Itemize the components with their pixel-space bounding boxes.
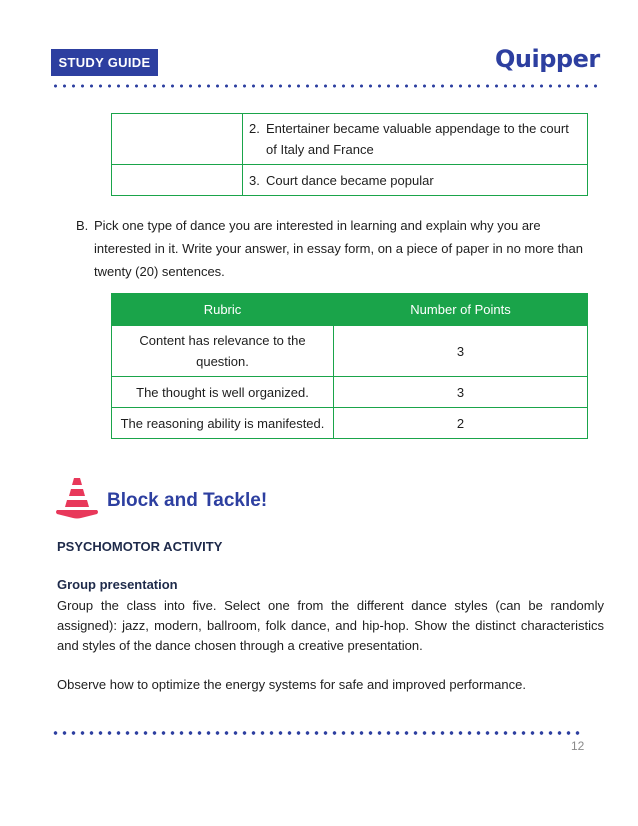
part-b-text: Pick one type of dance you are interested in learning and explain why you are interested in it. Write your answer, in essay form, on a piece of paper in no more than twenty (20) sentences. xyxy=(94,218,583,279)
list-number: 3. xyxy=(249,172,260,188)
rubric-points: 2 xyxy=(334,408,588,439)
activity-note: Observe how to optimize the energy systems for safe and improved performance. xyxy=(57,677,526,692)
section-title: Block and Tackle! xyxy=(107,490,268,511)
table-cell xyxy=(243,165,588,196)
activity-type-heading: PSYCHOMOTOR ACTIVITY xyxy=(57,539,223,554)
column-header-points: Number of Points xyxy=(334,294,588,326)
top-dotted-divider xyxy=(51,84,599,88)
table-header-row xyxy=(112,294,588,326)
page-number: 12 xyxy=(571,739,585,753)
answer-table xyxy=(111,113,588,196)
table-cell xyxy=(243,114,588,165)
part-b-instruction xyxy=(76,214,596,283)
bottom-dotted-divider xyxy=(51,731,581,735)
table-row xyxy=(112,326,588,377)
table-row xyxy=(112,114,588,165)
rubric-criterion: Content has relevance to the question. xyxy=(112,326,334,377)
table-row xyxy=(112,165,588,196)
part-letter: B. xyxy=(76,218,89,233)
table-cell-empty xyxy=(112,165,243,196)
activity-instructions: Group the class into five. Select one from the different dance styles (can be randomly assigned): jazz, modern, ballroom, folk dance, and hip-hop. Show the distinct characteristics and styles of the dance chosen through a creative presentation. xyxy=(57,598,604,653)
quipper-logo: Quipper xyxy=(495,45,600,73)
activity-title: Group presentation xyxy=(57,577,178,592)
rubric-table xyxy=(111,293,588,439)
list-text: Entertainer became valuable appendage to the court of Italy and France xyxy=(266,121,569,157)
study-guide-badge: STUDY GUIDE xyxy=(51,49,158,76)
traffic-cone-icon xyxy=(55,477,99,519)
list-number: 2. xyxy=(249,121,260,136)
list-text: Court dance became popular xyxy=(266,172,434,188)
rubric-criterion: The reasoning ability is manifested. xyxy=(112,408,334,439)
rubric-points: 3 xyxy=(334,326,588,377)
rubric-criterion: The thought is well organized. xyxy=(112,377,334,408)
rubric-points: 3 xyxy=(334,377,588,408)
table-row xyxy=(112,377,588,408)
table-row xyxy=(112,408,588,439)
table-cell-empty xyxy=(112,114,243,165)
column-header-rubric: Rubric xyxy=(112,294,334,326)
